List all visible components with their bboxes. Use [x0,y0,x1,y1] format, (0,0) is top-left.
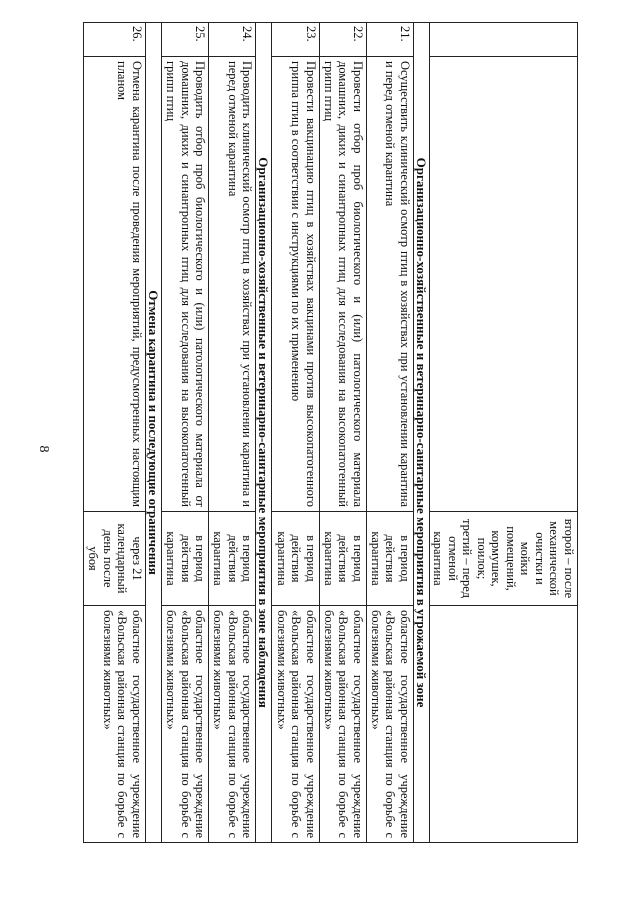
table-row: 26. Отмена карантина после проведения мероприятий, предусмотренных настоящим планом через 21 календарный день после убоя областное государственное учреждение «Вольская районная станция по борьбе с болезнями животных» [84,23,146,843]
table-row [430,23,578,843]
table-row: 21. Осуществить клинический осмотр птиц в хозяйствах при установлении карантина и перед отменой карантина в период действия карантина областное государственное учреждение «Вольская районная станция по борьбе с болезнями животных» [366,23,413,843]
page-number: 8 [36,445,51,453]
table-row: 23. Провести вакцинацию птиц в хозяйствах вакцинами против высокопатогенного гриппа птиц в соответствии с инструкциями по их применению в период действия карантина областное государственное учреждение «Вольская районная станция по борьбе с болезнями животных» [272,23,319,843]
measures-table [83,22,578,843]
rotated-table-page [83,22,578,842]
table-row: 22. Провести отбор проб биологического и (или) патологического материала домашних, диких и синантропных птиц для исследования на высокопатогенный грипп птиц в период действия карантина областное государственное учреждение «Вольская районная станция по борьбе с болезнями животных» [319,23,366,843]
table-row: 24. Проводить клинический осмотр птиц в хозяйствах при установлении карантина и перед отменой карантина в период действия карантина областное государственное учреждение «Вольская районная станция по борьбе с болезнями животных» [209,23,256,843]
table-row: 25. Проводить отбор проб биологического и (или) патологического материала от домашних, диких и синантропных птиц для исследования на высокопатогенный грипп птиц в период действия карантина областное государственное учреждение «Вольская районная станция по борьбе с болезнями животных» [162,23,209,843]
section-header: Организационно-хозяйственные и ветеринарно-санитарные мероприятия в угрожаемой зоне [413,23,429,843]
term-cell: второй – после механической очистки и мойки помещений, кормушек, поилок; третий – перед отменой карантина [430,512,578,606]
section-header: Отмена карантина и последующие ограничения [145,23,161,843]
section-header: Организационно-хозяйственные и ветеринарно-санитарные мероприятия в зоне наблюдения [256,23,272,843]
